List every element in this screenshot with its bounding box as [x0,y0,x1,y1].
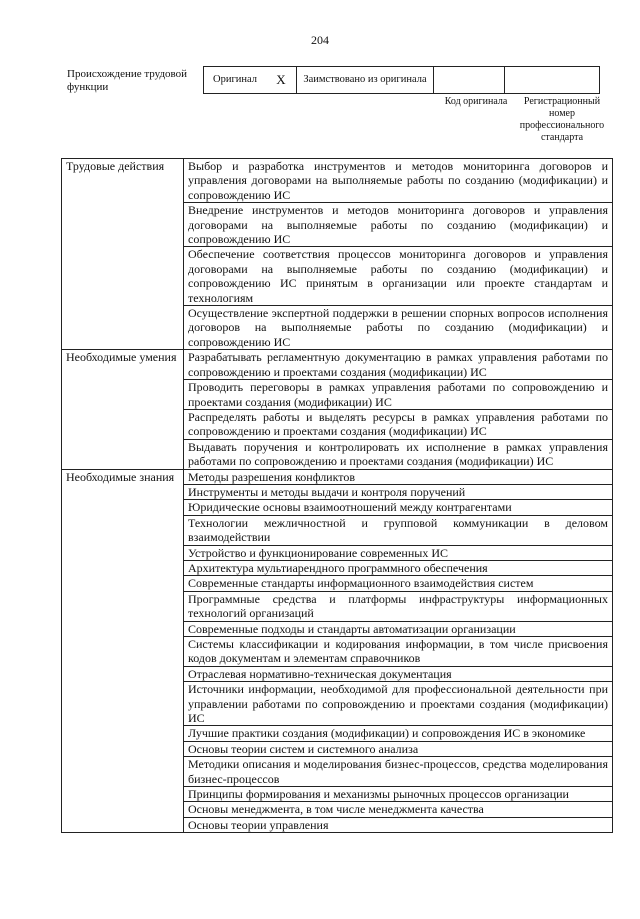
origin-table [203,66,600,94]
section-title: Трудовые действия [62,159,184,203]
table-cell-item: Распределять работы и выделять ресурсы в рамках управления работами по сопровождению и проектами создания (модификации) ИС [184,409,613,439]
table-row [62,380,613,410]
table-row [62,350,613,380]
table-row [62,469,613,484]
table-cell-item: Современные стандарты информационного взаимодействия систем [184,576,613,591]
table-cell-item: Современные подходы и стандарты автоматизации организации [184,621,613,636]
page-number: 204 [311,33,329,47]
table-cell-item: Осуществление экспертной поддержки в решении спорных вопросов исполнения договоров на выполняемые работы по созданию (модификации) и сопровождению ИС [184,306,613,350]
section-title-continuation [62,741,184,756]
table-row [62,159,613,203]
reg-number-caption: Регистрационный номер профессионального стандарта [519,96,605,143]
section-title: Необходимые знания [62,469,184,484]
section-title-continuation [62,787,184,802]
section-title-continuation [62,500,184,515]
original-cell: Оригинал [204,67,267,94]
section-title-continuation [62,380,184,410]
section-title-continuation [62,817,184,832]
table-cell-item: Устройство и функционирование современных ИС [184,545,613,560]
origin-label: Происхождение трудовой функции [67,68,188,93]
table-row [62,515,613,545]
section-title-continuation [62,666,184,681]
table-cell-item: Архитектура мультиарендного программного обеспечения [184,560,613,575]
table-cell-item: Основы теории управления [184,817,613,832]
table-cell-item: Обеспечение соответствия процессов мониторинга договоров и управления договорами на выполняемые работы по созданию (модификации) и сопровождению ИС принятым в организации или проекте стандартам и технологиям [184,247,613,306]
table-cell-item: Программные средства и платформы инфраструктуры информационных технологий организаций [184,591,613,621]
section-title-continuation [62,439,184,469]
section-title-continuation [62,515,184,545]
table-row [62,741,613,756]
table-cell-item: Методики описания и моделирования бизнес-процессов, средства моделирования бизнес-процессов [184,757,613,787]
section-title-continuation [62,409,184,439]
code-cell [434,67,505,94]
table-cell-item: Инструменты и методы выдачи и контроля поручений [184,484,613,499]
table-row [62,576,613,591]
section-title-continuation [62,576,184,591]
table-row [62,637,613,667]
borrowed-cell: Заимствовано из оригинала [297,67,434,94]
table-row [62,757,613,787]
function-table [61,158,613,833]
code-caption: Код оригинала [444,96,508,107]
table-cell-item: Принципы формирования и механизмы рыночных процессов организации [184,787,613,802]
section-title-continuation [62,560,184,575]
table-cell-item: Источники информации, необходимой для профессиональной деятельности при управлении работами по сопровождению и проектами создания (модификации) ИС [184,682,613,726]
table-row [62,545,613,560]
table-cell-item: Выбор и разработка инструментов и методов мониторинга договоров и управления договорами на выполняемые работы по созданию (модификации) и сопровождению ИС [184,159,613,203]
table-row [62,484,613,499]
table-row [62,203,613,247]
section-title-continuation [62,306,184,350]
reg-number-cell [505,67,600,94]
table-row [62,726,613,741]
table-cell-item: Выдавать поручения и контролировать их исполнение в рамках управления работами по сопровождению и проектами создания (модификации) ИС [184,439,613,469]
section-title-continuation [62,545,184,560]
section-title-continuation [62,484,184,499]
table-cell-item: Методы разрешения конфликтов [184,469,613,484]
section-title-continuation [62,637,184,667]
original-mark: X [266,67,297,94]
section-title-continuation [62,726,184,741]
section-title-continuation [62,591,184,621]
table-row [62,666,613,681]
table-cell-item: Основы теории систем и системного анализа [184,741,613,756]
table-cell-item: Юридические основы взаимоотношений между контрагентами [184,500,613,515]
table-cell-item: Разрабатывать регламентную документацию в рамках управления работами по сопровождению и проектами создания (модификации) ИС [184,350,613,380]
table-row [62,439,613,469]
table-cell-item: Основы менеджмента, в том числе менеджмента качества [184,802,613,817]
section-title-continuation [62,682,184,726]
section-title-continuation [62,621,184,636]
table-cell-item: Проводить переговоры в рамках управления работами по сопровождению и проектами создания (модификации) ИС [184,380,613,410]
table-cell-item: Внедрение инструментов и методов мониторинга договоров и управления договорами на выполняемые работы по созданию (модификации) и сопровождению ИС [184,203,613,247]
section-title-continuation [62,802,184,817]
table-row [62,682,613,726]
section-title-continuation [62,203,184,247]
section-title-continuation [62,757,184,787]
table-row [62,306,613,350]
table-row [62,560,613,575]
section-title: Необходимые умения [62,350,184,380]
table-row [62,817,613,832]
table-cell-item: Системы классификации и кодирования информации, в том числе присвоения кодов документам и элементам справочников [184,637,613,667]
table-row [62,500,613,515]
table-row [62,247,613,306]
table-row [62,591,613,621]
table-row [62,787,613,802]
table-cell-item: Отраслевая нормативно-техническая документация [184,666,613,681]
table-row [62,802,613,817]
table-row [62,409,613,439]
table-row [62,621,613,636]
section-title-continuation [62,247,184,306]
table-cell-item: Технологии межличностной и групповой коммуникации в деловом взаимодействии [184,515,613,545]
table-cell-item: Лучшие практики создания (модификации) и сопровождения ИС в экономике [184,726,613,741]
